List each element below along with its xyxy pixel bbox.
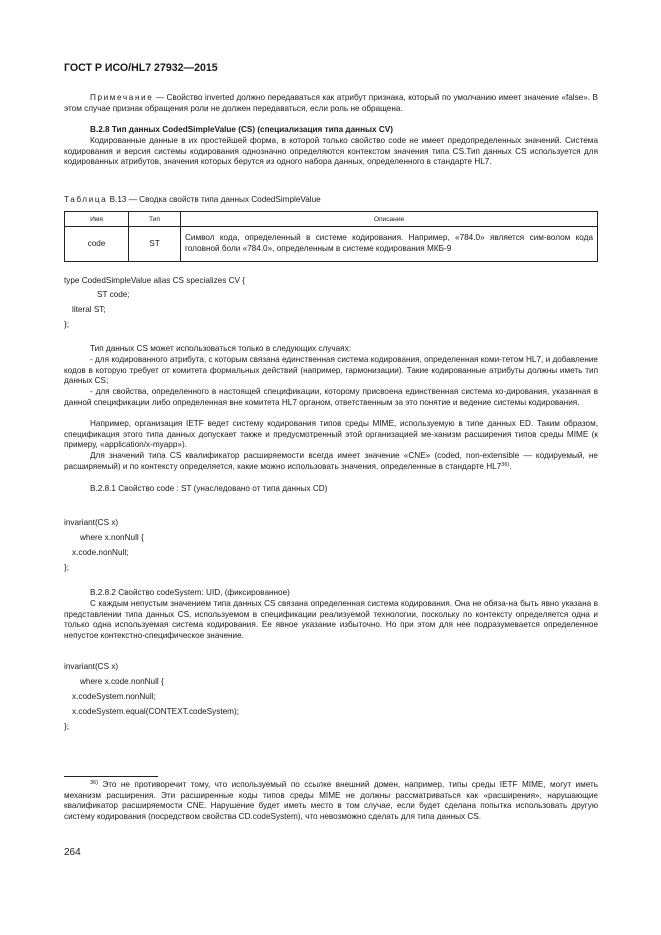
column-header-type: Тип bbox=[129, 212, 181, 227]
code-line: where x.code.nonNull { bbox=[80, 677, 164, 686]
usage-case-1: - для кодированного атрибута, с которым связана единственная система кодирования, определенная коми-тетом HL7, и добавление кодов в которую требует от комитета формальных действий (например, гармонизации). Такие кодированные атрибуты должны иметь тип данных CS; bbox=[64, 355, 598, 386]
usage-extensibility-end: . bbox=[509, 461, 512, 471]
code-line: }; bbox=[64, 563, 70, 572]
footnote bbox=[64, 780, 598, 823]
document-id: ГОСТ Р ИСО/HL7 27932—2015 bbox=[64, 62, 218, 74]
column-header-description: Описание bbox=[181, 212, 598, 227]
section-intro: Кодированные данные в их простейшей форма, в которой только свойство code не имеет предопределенных значений. Система кодирования и версия системы кодирования однозначно определяются контекстом значения типа CS.Тип данных CS используется для кодированных атрибутов, значения которых берутся из одного набора данных, определенного в стандарте HL7. bbox=[64, 136, 598, 167]
section-heading: В.2.8 Тип данных CodedSimpleValue (CS) (специализация типа данных CV) bbox=[90, 125, 393, 134]
usage-extensibility bbox=[64, 451, 598, 472]
note-paragraph bbox=[64, 93, 598, 114]
footnote-ref: 36) bbox=[501, 461, 510, 468]
code-line: x.code.nonNull; bbox=[72, 548, 129, 557]
usage-extensibility-text: Для значений типа CS квалификатор расширяемости всегда имеет значение «CNE» (coded, non-extensible — кодируемый, не расширяемый) и по контексту определяется, какие можно использовать значения, определенные в стандарте HL7 bbox=[64, 451, 598, 471]
properties-table bbox=[64, 211, 598, 262]
code-line: invariant(CS x) bbox=[64, 518, 119, 527]
code-line: invariant(CS x) bbox=[64, 662, 119, 671]
cell-description: Символ кода, определенный в системе кодирования. Например, «784.0» является сим-волом кода головной боли «784.0», определенным в системе кодирования МКБ-9 bbox=[181, 227, 598, 262]
code-line: where x.nonNull { bbox=[80, 533, 144, 542]
note-label: Примечание bbox=[90, 93, 154, 102]
table-row bbox=[65, 227, 598, 262]
code-line: ST code; bbox=[97, 290, 130, 299]
codesystem-paragraph: С каждым непустым значением типа данных CS связана определенная система кодирования. Она не обяза-на быть явно указана в представлении типа данных CS, используемом в спецификации реализуемой технологии, поскольку по контексту определяется одна и только одна используемая система кодирования. Ее явное указание избыточно. Но при этом для нее подразумевается определенное непустое контекстно-специфическое значение. bbox=[64, 599, 598, 641]
cell-type: ST bbox=[129, 227, 181, 262]
table-caption bbox=[64, 195, 321, 206]
code-line: type CodedSimpleValue alias CS specializes CV { bbox=[64, 276, 245, 285]
usage-intro: Тип данных CS может использоваться только в следующих случаях: bbox=[90, 344, 351, 353]
usage-example: Например, организация IETF ведет систему кодирования типов среды MIME, используемую в типе данных ED. Таким образом, спецификация этого типа данных допускает также и предусмотренный этой организацией ме-ханизм расширения типов среды MIME (к примеру, «application/x-myapp»). bbox=[64, 419, 598, 450]
subsection-heading-codesystem: В.2.8.2 Свойство codeSystem: UID, (фиксированное) bbox=[90, 588, 290, 597]
footnote-mark: 36) bbox=[90, 780, 98, 786]
code-line: x.codeSystem.nonNull; bbox=[72, 692, 156, 701]
subsection-heading-code: В.2.8.1 Свойство code : ST (унаследовано от типа данных CD) bbox=[90, 484, 328, 493]
footnote-text: Это не противоречит тому, что используемый по ссылке внешний домен, например, типы среды IETF MIME, могут иметь механизм расширения. Эти расширенные коды типов среды MIME не должны рассматриваться как «расширения», нарушающие квалификатор расширяемости CNE. Нарушение будет иметь место в том случае, если будет сделана попытка использовать другую систему кодирования (посредством свойства CD.codeSystem), что невозможно сделать для типа данных CS. bbox=[64, 780, 598, 822]
footnote-divider bbox=[64, 776, 158, 777]
table-caption-text: В.13 — Сводка свойств типа данных CodedSimpleValue bbox=[107, 195, 321, 204]
code-line: x.codeSystem.equal(CONTEXT.codeSystem); bbox=[72, 707, 239, 716]
column-header-name: Имя bbox=[65, 212, 129, 227]
code-line: }; bbox=[64, 320, 70, 329]
table-header-row bbox=[65, 212, 598, 227]
page-number: 264 bbox=[64, 847, 81, 858]
table-caption-label: Таблица bbox=[64, 195, 108, 204]
note-text: — Свойство inverted должно передаваться как атрибут признака, который по умолчанию имеет значение «false». В этом случае признак обращения роли не должен передаваться, если роль не обращена. bbox=[64, 93, 598, 113]
cell-name: code bbox=[65, 227, 129, 262]
code-line: literal ST; bbox=[72, 305, 106, 314]
code-line: }; bbox=[64, 722, 70, 731]
usage-case-2: - для свойства, определенного в настоящей спецификации, которому присвоена единственная система ко-дирования, указанная в данной спецификации либо определенная вне комитета HL7 органом, ответственным за это понятие и ведение системы кодирования. bbox=[64, 387, 598, 407]
